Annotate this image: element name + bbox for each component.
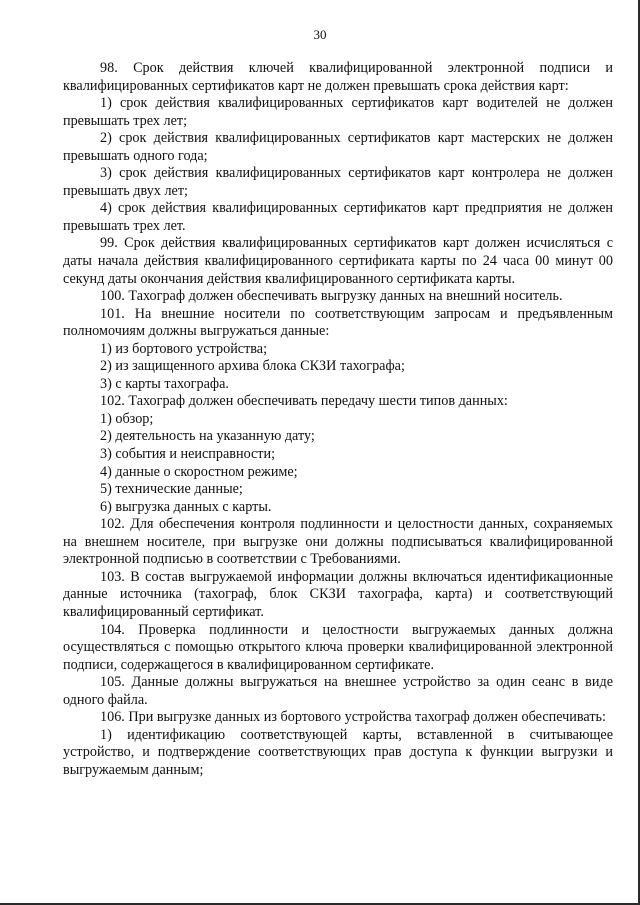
paragraph: 4) данные о скоростном режиме;	[100, 463, 298, 480]
paragraph: 103. В состав выгружаемой информации должны включаться идентификационные данные источника (тахограф, блок СКЗИ тахографа, карта) и соответствующий квалифицированный сертификат.	[63, 568, 613, 620]
paragraph: 104. Проверка подлинности и целостности выгружаемых данных должна осуществляться с помощью открытого ключа проверки квалифицированной электронной подписи, содержащегося в квалифицированном сертификате.	[63, 621, 613, 673]
document-body	[63, 60, 613, 779]
paragraph: 102. Тахограф должен обеспечивать передачу шести типов данных:	[100, 393, 508, 410]
paragraph: 105. Данные должны выгружаться на внешнее устройство за один сеанс в виде одного файла.	[63, 674, 613, 708]
paragraph: 98. Срок действия ключей квалифицированной электронной подписи и квалифицированных сертификатов карт не должен превышать срока действия карт:	[63, 60, 613, 94]
paragraph: 2) деятельность на указанную дату;	[100, 428, 315, 445]
paragraph: 102. Для обеспечения контроля подлинности и целостности данных, сохраняемых на внешнем носителе, при выгрузке они должны подписываться квалифицированной электронной подписью в соответствии с Требованиями.	[63, 516, 613, 568]
paragraph: 2) срок действия квалифицированных сертификатов карт мастерских не должен превышать одного года;	[63, 130, 613, 164]
paragraph: 100. Тахограф должен обеспечивать выгрузку данных на внешний носитель.	[100, 288, 563, 305]
paragraph: 4) срок действия квалифицированных сертификатов карт предприятия не должен превышать трех лет.	[63, 200, 613, 234]
paragraph: 1) срок действия квалифицированных сертификатов карт водителей не должен превышать трех лет;	[63, 95, 613, 129]
paragraph: 6) выгрузка данных с карты.	[100, 498, 272, 515]
paragraph: 3) события и неисправности;	[100, 446, 276, 463]
paragraph: 1) идентификацию соответствующей карты, вставленной в считывающее устройство, и подтверждение соответствующих прав доступа к функции выгрузки и выгружаемым данным;	[63, 726, 613, 778]
paragraph: 2) из защищенного архива блока СКЗИ тахографа;	[100, 358, 405, 375]
paragraph: 5) технические данные;	[100, 481, 243, 498]
paragraph: 1) из бортового устройства;	[100, 340, 268, 357]
paragraph: 3) с карты тахографа.	[100, 375, 229, 392]
paragraph: 1) обзор;	[100, 410, 154, 427]
page-number: 30	[313, 27, 327, 42]
paragraph: 101. На внешние носители по соответствующим запросам и предъявленным полномочиям должны выгружаться данные:	[63, 305, 613, 340]
paragraph: 3) срок действия квалифицированных сертификатов карт контролера не должен превышать двух лет;	[63, 165, 613, 199]
paragraph: 99. Срок действия квалифицированных сертификатов карт должен исчисляться с даты начала действия квалифицированного сертификата карты по 24 часа 00 минут 00 секунд даты окончания действия квалифицированного сертификата карты.	[63, 235, 613, 287]
paragraph: 106. При выгрузке данных из бортового устройства тахограф должен обеспечивать:	[100, 709, 606, 726]
